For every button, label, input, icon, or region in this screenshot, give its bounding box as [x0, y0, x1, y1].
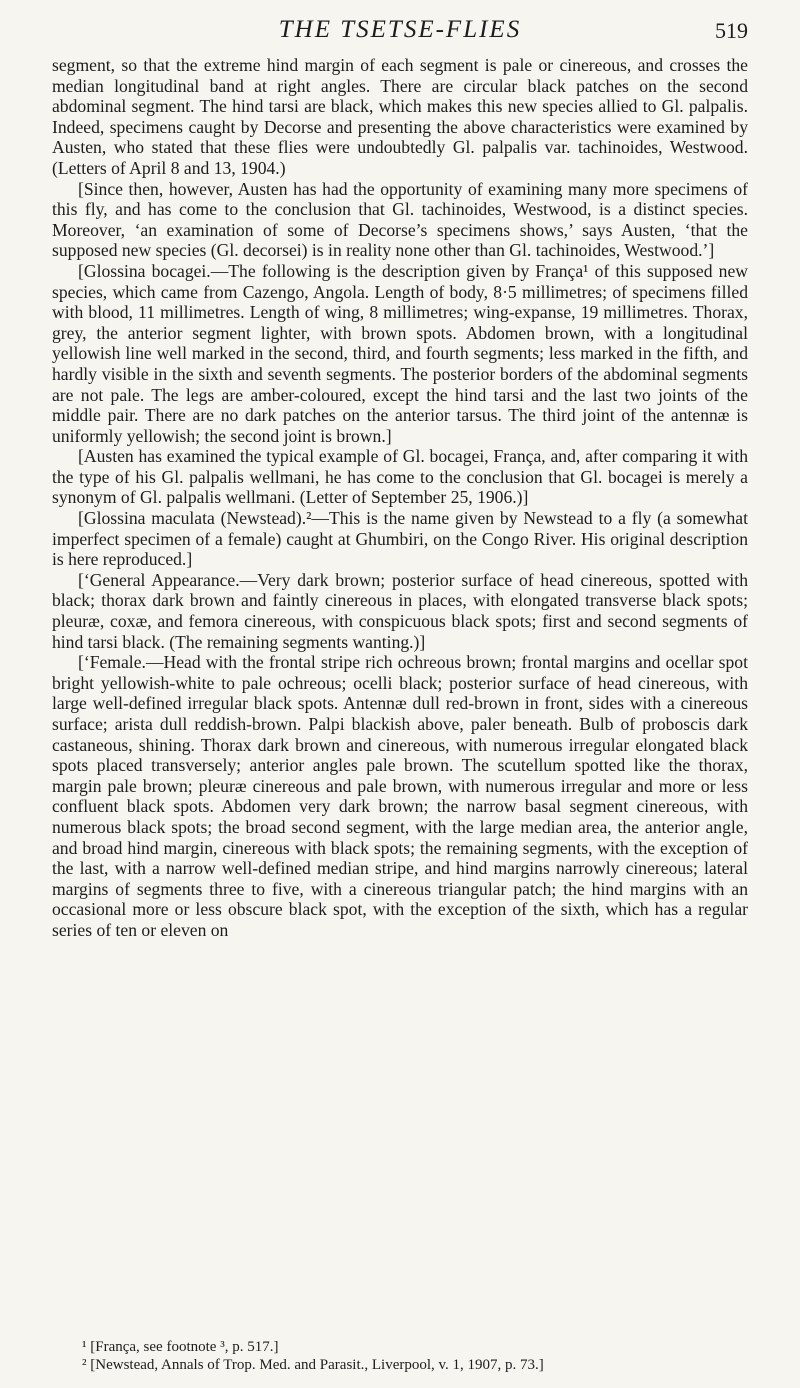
paragraph: [Glossina bocagei.—The following is the description given by França¹ of this supposed new species, which came from Cazengo, Angola. Length of body, 8·5 millimetres; of specimens filled with blood, 11 millimetres. Length of wing, 8 millimetres; wing-expanse, 19 millimetres. Thorax, grey, the anterior segment lighter, with brown spots. Abdomen brown, with a longitudinal yellowish line well marked in the second, third, and fourth segments; less marked in the fifth, and hardly visible in the sixth and seventh segments. The posterior borders of the abdominal segments are not pale. The legs are amber-coloured, except the hind tarsi and the last two joints of the middle pair. There are no dark patches on the anterior tarsus. The third joint of the antennæ is uniformly yellowish; the second joint is brown.]	[52, 260, 748, 446]
running-head: THE TSETSE-FLIES	[278, 16, 522, 43]
footnote: ² [Newstead, Annals of Trop. Med. and Parasit., Liverpool, v. 1, 1907, p. 73.]	[82, 1357, 544, 1373]
paragraph: segment, so that the extreme hind margin of each segment is pale or cinereous, and crosses the median longitudinal band at right angles. There are circular black patches on the second abdominal segment. The hind tarsi are black, which makes this new species allied to Gl. palpalis. Indeed, specimens caught by Decorse and presenting the above characteristics were examined by Austen, who stated that these flies were undoubtedly Gl. palpalis var. tachinoides, Westwood. (Letters of April 8 and 13, 1904.)	[52, 55, 748, 178]
paragraph: [‘General Appearance.—Very dark brown; posterior surface of head cinereous, spotted with black; thorax dark brown and faintly cinereous in places, with elongated transverse black spots; pleuræ, coxæ, and femora cinereous, with conspicuous black spots; first and second segments of hind tarsi black. (The remaining segments wanting.)]	[52, 569, 748, 652]
paragraph: [Glossina maculata (Newstead).²—This is the name given by Newstead to a fly (a somewhat imperfect specimen of a female) caught at Ghumbiri, on the Congo River. His original description is here reproduced.]	[52, 508, 748, 570]
paragraph: [‘Female.—Head with the frontal stripe rich ochreous brown; frontal margins and ocellar spot bright yellowish-white to pale ochreous; ocelli black; posterior surface of head cinereous, with large well-defined irregular black spots. Antennæ dull red-brown in front, sides with a cinereous surface; arista dull reddish-brown. Palpi blackish above, paler beneath. Bulb of proboscis dark castaneous, shining. Thorax dark brown and cinereous, with numerous irregular elongated black spots placed transversely; anterior angles pale brown. The scutellum spotted like the thorax, margin pale brown; pleuræ cinereous and pale brown, with numerous irregular and more or less confluent black spots. Abdomen very dark brown; the narrow basal segment cinereous, with numerous black spots; the broad second segment, with the large median area, the anterior angle, and broad hind margin, cinereous with black spots; the remaining segments, with the exception of the last, with a narrow well-defined median stripe, and hind margins narrowly cinereous; lateral margins of segments three to five, with a cinereous triangular patch; the hind margins with an occasional more or less obscure black spot, with the exception of the sixth, which has a regular series of ten or eleven on	[52, 652, 748, 940]
paragraph: [Since then, however, Austen has had the opportunity of examining many more specimens of this fly, and has come to the conclusion that Gl. tachinoides, Westwood, is a distinct species. Moreover, ‘an examination of some of Decorse’s specimens shows,’ says Austen, ‘that the supposed new species (Gl. decorsei) is in reality none other than Gl. tachinoides, Westwood.’]	[52, 178, 748, 261]
page-header	[0, 8, 800, 48]
paragraph: [Austen has examined the typical example of Gl. bocagei, França, and, after comparing it with the type of his Gl. palpalis wellmani, he has come to the conclusion that Gl. bocagei is merely a synonym of Gl. palpalis wellmani. (Letter of September 25, 1906.)]	[52, 446, 748, 508]
footnote: ¹ [França, see footnote ³, p. 517.]	[82, 1339, 279, 1355]
body-text	[52, 55, 748, 941]
page-number: 519	[715, 18, 748, 43]
footnotes	[52, 1338, 748, 1374]
